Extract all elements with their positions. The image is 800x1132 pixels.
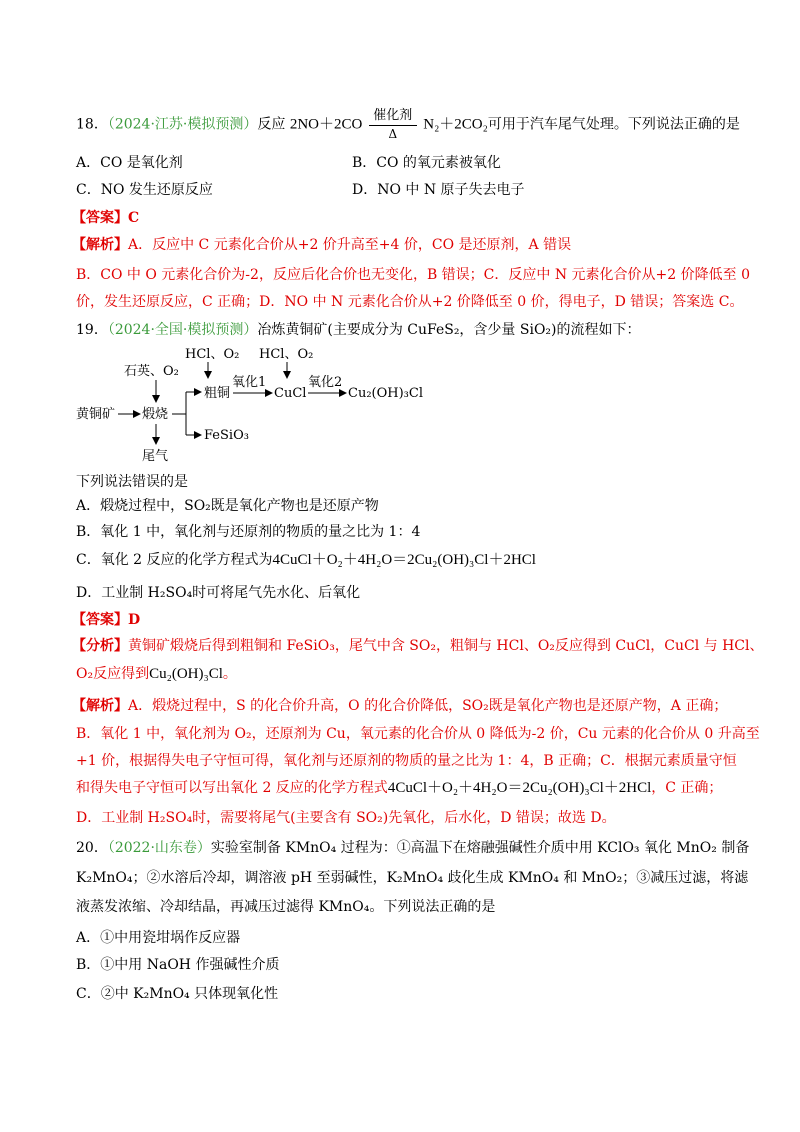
q18-analysis-1	[72, 235, 571, 255]
q20-number: 20．	[76, 840, 108, 856]
q18-options-row1	[76, 153, 183, 173]
q19-flow-crude-cu: 粗铜	[204, 386, 231, 401]
q18-eq-arrow	[369, 108, 417, 141]
q20-source: （2022·山东卷）	[107, 840, 211, 856]
q18-stem-post: 可用于汽车尾气处理。下列说法正确的是	[487, 116, 740, 133]
q18-option-b: B．CO 的氧元素被氧化	[352, 155, 501, 171]
q18-answer	[72, 208, 139, 228]
q18-answer-value: C	[128, 210, 140, 226]
q19-question: 下列说法错误的是	[76, 474, 188, 490]
q19-flow-reagent2: HCl、O₂	[259, 347, 314, 362]
q19-option-c-text: C．氧化 2 反应的化学方程式为	[76, 552, 273, 568]
q19-option-a: A．煅烧过程中，SO₂既是氧化产物也是还原产物	[76, 498, 379, 514]
q19-flow-fesio3: FeSiO₃	[204, 428, 249, 443]
q19-fenxi-2	[76, 664, 237, 684]
q19-fenxi-2-eq: Cu₂(OH)₃Cl	[149, 666, 223, 682]
q19-analysis-4	[76, 778, 722, 798]
q19-number: 19．	[76, 322, 108, 338]
q20-option-c: C．②中 K₂MnO₄ 只体现氧化性	[76, 986, 279, 1002]
q20-option-a: A．①中用瓷坩埚作反应器	[76, 930, 241, 946]
q18-number: 18．	[76, 116, 108, 133]
q19-analysis-1-text: A．煅烧过程中，S 的化合价升高，O 的化合价降低，SO₂既是氧化产物也是还原产物，A 正确；	[128, 698, 728, 714]
q18-stem	[76, 108, 740, 141]
q19-fenxi-2-post: 。	[222, 666, 237, 682]
q19-answer-value: D	[128, 612, 141, 628]
q19-flow-step1: 氧化1	[232, 375, 267, 390]
q18-answer-tag: 【答案】	[72, 210, 128, 226]
q19-flow-reagent0: 石英、O₂	[124, 364, 179, 379]
q19-option-c	[76, 550, 536, 570]
q19-fenxi-tag: 【分析】	[72, 638, 128, 654]
q19-answer-tag: 【答案】	[72, 612, 128, 628]
q19-flow-tailgas: 尾气	[142, 449, 169, 464]
q19-source: （2024·全国·模拟预测）	[107, 322, 258, 338]
q18-option-c: C．NO 发生还原反应	[76, 182, 213, 198]
q20-line-1-text: 实验室制备 KMnO₄ 过程为：①高温下在熔融强碱性介质中用 KClO₃ 氧化 MnO₂ 制备	[210, 840, 750, 856]
q19-fenxi-2-pre: O₂反应得到	[76, 666, 150, 682]
q19-flow-cucl: CuCl	[274, 386, 307, 401]
q18-analysis-3: 价，发生还原反应，C 正确；D．NO 中 N 元素化合价从+2 价降低至 0 价，得电子，D 错误；答案选 C。	[76, 294, 744, 310]
q18-eq-cond-top: 催化剂	[373, 108, 413, 123]
q20-line-3: 液蒸发浓缩、冷却结晶，再减压过滤得 KMnO₄。下列说法正确的是	[76, 899, 496, 915]
q19-analysis-tag: 【解析】	[72, 698, 128, 714]
q20-option-b: B．①中用 NaOH 作强碱性介质	[76, 957, 280, 973]
q19-fenxi-1	[72, 636, 764, 656]
q19-analysis-2: B．氧化 1 中，氧化剂为 O₂，还原剂为 Cu，氧元素的化合价从 0 降低为-2 价，Cu 元素的化合价从 0 升高至	[76, 726, 760, 742]
q20-line-1	[76, 838, 749, 858]
q18-eq-right: N₂＋2CO₂	[423, 116, 488, 133]
q19-flow-start: 黄铜矿	[76, 407, 116, 422]
q18-stem-pre: 反应	[257, 116, 286, 133]
q19-stem-text: 冶炼黄铜矿(主要成分为 CuFeS₂，含少量 SiO₂)的流程如下：	[257, 322, 641, 338]
q19-analysis-4-pre: 和得失电子守恒可以写出氧化 2 反应的化学方程式	[76, 780, 388, 796]
q18-analysis-2: B．CO 中 O 元素化合价为-2，反应后化合价也无变化，B 错误；C．反应中 N 元素化合价从+2 价降低至 0	[76, 267, 750, 283]
q19-option-c-eq: 4CuCl＋O₂＋4H₂O＝2Cu₂(OH)₃Cl＋2HCl	[272, 552, 536, 568]
q18-option-d: D．NO 中 N 原子失去电子	[352, 182, 525, 198]
q19-answer	[72, 610, 140, 630]
q19-option-d: D．工业制 H₂SO₄时可将尾气先水化、后氧化	[76, 585, 361, 601]
q18-eq-left: 2NO＋2CO	[289, 116, 363, 133]
q20-line-2: K₂MnO₄；②水溶后冷却，调溶液 pH 至弱碱性，K₂MnO₄ 歧化生成 KMnO₄ 和 MnO₂；③减压过滤，将滤	[76, 870, 749, 886]
q19-analysis-3: +1 价，根据得失电子守恒可得，氧化剂与还原剂的物质的量之比为 1：4，B 正确；C．根据元素质量守恒	[76, 753, 737, 769]
q19-option-b: B．氧化 1 中，氧化剂与还原剂的物质的量之比为 1：4	[76, 524, 421, 540]
q19-analysis-5: D．工业制 H₂SO₄时，需要将尾气(主要含有 SO₂)先氧化，后水化，D 错误；故选 D。	[76, 810, 616, 826]
q19-flow-calcine: 煅烧	[142, 407, 169, 422]
q19-analysis-1	[72, 696, 727, 716]
q19-flow-step2: 氧化2	[308, 375, 343, 390]
q19-flow-product: Cu₂(OH)₃Cl	[348, 386, 423, 401]
q18-analysis-tag: 【解析】	[72, 237, 128, 253]
q19-flowchart	[76, 340, 456, 470]
q19-fenxi-1-text: 黄铜矿煅烧后得到粗铜和 FeSiO₃，尾气中含 SO₂，粗铜与 HCl、O₂反应得到 CuCl，CuCl 与 HCl、	[128, 638, 764, 654]
q18-analysis-1-text: A．反应中 C 元素化合价从+2 价升高至+4 价，CO 是还原剂，A 错误	[128, 237, 572, 253]
q19-stem	[76, 320, 641, 340]
q18-source: （2024·江苏·模拟预测）	[107, 116, 258, 133]
q18-eq-cond-bot: Δ	[388, 127, 398, 141]
q19-flow-reagent1: HCl、O₂	[185, 347, 240, 362]
q19-analysis-4-post: ，C 正确；	[651, 780, 723, 796]
q18-option-a: A．CO 是氧化剂	[76, 155, 183, 171]
q19-analysis-4-eq: 4CuCl＋O₂＋4H₂O＝2Cu₂(OH)₃Cl＋2HCl	[387, 780, 652, 796]
